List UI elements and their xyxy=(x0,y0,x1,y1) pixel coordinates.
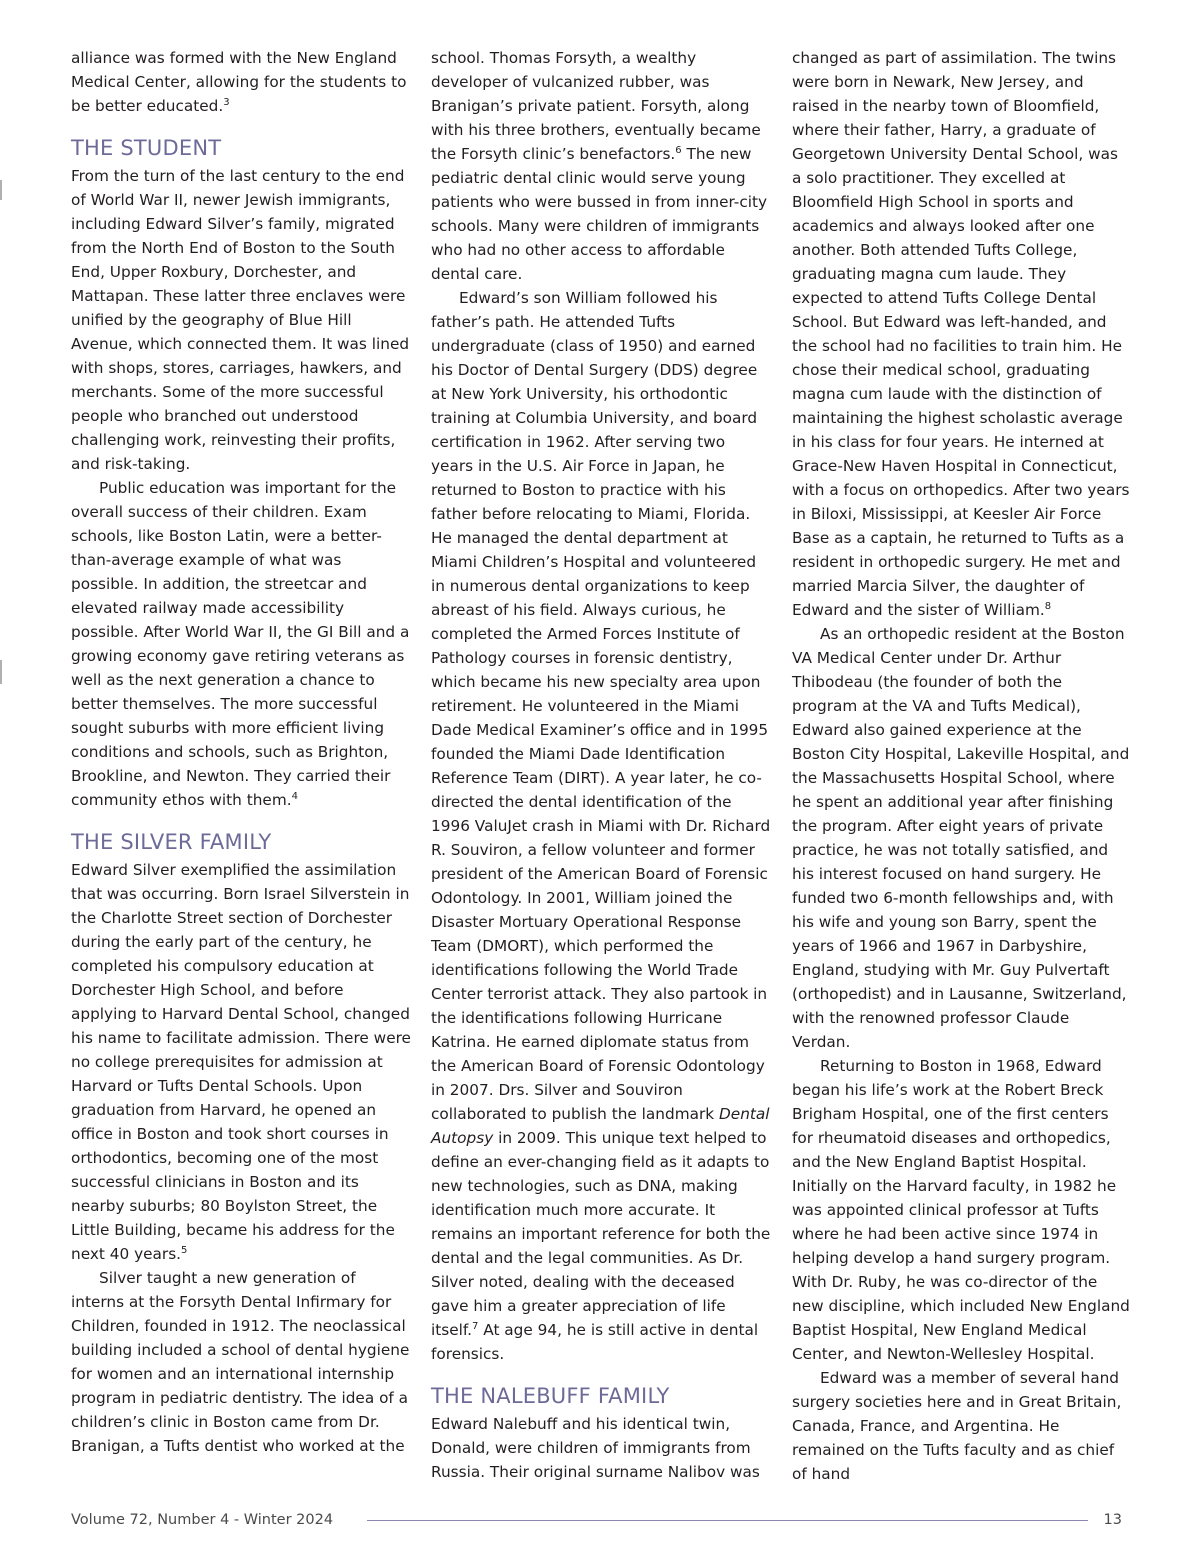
paragraph-text: Edward’s son William followed his father’s path. He attended Tufts undergraduate (class of 1950) and earned his Doctor of Dental Surgery (DDS) degree at New York University, his orthodontic training at Columbia University, and board certification in 1962. After serving two years in the U.S. Air Force in Japan, he returned to Boston to practice with his father before relocating to Miami, Florida. He managed the dental department at Miami Children’s Hospital and volunteered in numerous dental organizations to keep abreast of his field. Always curious, he completed the Armed Forces Institute of Pathology courses in forensic dentistry, which became his new specialty area upon retirement. He volunteered in the Miami Dade Medical Examiner’s office and in 1995 founded the Miami Dade Identification Reference Team (DIRT). A year later, he co-directed the dental identification of the 1996 ValuJet crash in Miami with Dr. Richard R. Souviron, a fellow volunteer and former president of the American Board of Forensic Odontology. In 2001, William joined the Disaster Mortuary Operational Response Team (DMORT), which performed the identifications following the World Trade Center terrorist attack. They also partook in the identifications following Hurricane Katrina. He earned diplomate status from the American Board of Forensic Odontology in 2007. Drs. Silver and Souviron collaborated to publish the landmark xyxy=(431,289,771,1123)
column-3 xyxy=(792,46,1132,1486)
paragraph-text: alliance was formed with the New England Medical Center, allowing for the students to be better educated. xyxy=(71,49,407,115)
paragraph: From the turn of the last century to the end of World War II, newer Jewish immigrants, including Edward Silver’s family, migrated from the North End of Boston to the South End, Upper Roxbury, Dorchester, and Mattapan. These latter three enclaves were unified by the geography of Blue Hill Avenue, which connected them. It was lined with shops, stores, carriages, hawkers, and merchants. Some of the more successful people who branched out understood challenging work, reinvesting their profits, and risk-taking. xyxy=(71,167,410,473)
paragraph xyxy=(792,46,1132,622)
section-heading-student: THE STUDENT xyxy=(71,136,222,160)
paragraph xyxy=(431,46,771,286)
page-number: 13 xyxy=(1103,1512,1122,1528)
paragraph xyxy=(71,476,411,812)
section-heading-silver-family: THE SILVER FAMILY xyxy=(71,830,272,854)
paragraph-text: school. Thomas Forsyth, a wealthy developer of vulcanized rubber, was Branigan’s private patient. Forsyth, along with his three brothers, eventually became the Forsyth clinic’s benefactors. xyxy=(431,49,761,163)
column-1 xyxy=(71,46,411,1458)
section-heading-nalebuff-family: THE NALEBUFF FAMILY xyxy=(431,1384,670,1408)
footer-rule xyxy=(367,1520,1087,1521)
paragraph xyxy=(71,46,411,118)
footnote-ref: 3 xyxy=(223,97,230,108)
paragraph-text: The new pediatric dental clinic would serve young patients who were bussed in from inner-city schools. Many were children of immigrants who had no other access to affordable dental care. xyxy=(431,145,768,283)
paragraph-text: in 2009. This unique text helped to define an ever-changing field as it adapts to new technologies, such as DNA, making identification much more accurate. It remains an important reference for both the dental and the legal communities. As Dr. Silver noted, dealing with the deceased gave him a greater appreciation of life itself. xyxy=(431,1129,771,1339)
paragraph xyxy=(71,858,411,1266)
footnote-ref: 5 xyxy=(181,1245,188,1256)
footnote-ref: 4 xyxy=(291,791,298,802)
footnote-ref: 7 xyxy=(472,1321,479,1332)
paragraph-text: Edward Silver exemplified the assimilation that was occurring. Born Israel Silverstein in the Charlotte Street section of Dorchester during the early part of the century, he completed his compulsory education at Dorchester High School, and before applying to Harvard Dental School, changed his name to facilitate admission. There were no college prerequisites for admission at Harvard or Tufts Dental Schools. Upon graduation from Harvard, he opened an office in Boston and took short courses in orthodontics, becoming one of the most successful clinicians in Boston and its nearby suburbs; 80 Boylston Street, the Little Building, became his address for the next 40 years. xyxy=(71,861,411,1263)
page-footer xyxy=(71,1508,1122,1532)
scan-edge-mark xyxy=(0,180,2,200)
issue-label: Volume 72, Number 4 - Winter 2024 xyxy=(71,1512,334,1528)
paragraph-text: changed as part of assimilation. The twins were born in Newark, New Jersey, and raised in the nearby town of Bloomfield, where their father, Harry, a graduate of Georgetown University Dental School, was a solo practitioner. They excelled at Bloomfield High School in sports and academics and always looked after one another. Both attended Tufts College, graduating magna cum laude. They expected to attend Tufts College Dental School. But Edward was left-handed, and the school had no facilities to train him. He chose their medical school, graduating magna cum laude with the distinction of maintaining the highest scholastic average in his class for four years. He interned at Grace-New Haven Hospital in Connecticut, with a focus on orthopedics. After two years in Biloxi, Mississippi, at Keesler Air Force Base as a captain, he returned to Tufts as a resident in orthopedic surgery. He met and married Marcia Silver, the daughter of Edward and the sister of William. xyxy=(792,49,1130,619)
paragraph: Edward Nalebuff and his identical twin, Donald, were children of immigrants from Russia. Their original surname Nalibov was xyxy=(431,1415,760,1481)
footnote-ref: 6 xyxy=(675,145,682,156)
paragraph-text: Public education was important for the overall success of their children. Exam schools, like Boston Latin, were a better-than-average example of what was possible. In addition, the streetcar and elevated railway made accessibility possible. After World War II, the GI Bill and a growing economy gave retiring veterans as well as the next generation a chance to better themselves. The more successful sought suburbs with more efficient living conditions and schools, such as Brighton, Brookline, and Newton. They carried their community ethos with them. xyxy=(71,479,410,809)
column-2 xyxy=(431,46,771,1484)
paragraph: Edward was a member of several hand surgery societies here and in Great Britain, Canada, France, and Argentina. He remained on the Tufts faculty and as chief of hand xyxy=(792,1369,1122,1483)
scan-edge-mark xyxy=(0,660,2,684)
paragraph: Silver taught a new generation of interns at the Forsyth Dental Infirmary for Children, founded in 1912. The neoclassical building included a school of dental hygiene for women and an international internship program in pediatric dentistry. The idea of a children’s clinic in Boston came from Dr. Branigan, a Tufts dentist who worked at the xyxy=(71,1269,410,1455)
paragraph xyxy=(431,286,771,1366)
paragraph-text: At age 94, he is still active in dental forensics. xyxy=(431,1321,759,1363)
paragraph: As an orthopedic resident at the Boston VA Medical Center under Dr. Arthur Thibodeau (the founder of both the program at the VA and Tufts Medical), Edward also gained experience at the Boston City Hospital, Lakeville Hospital, and the Massachusetts Hospital School, where he spent an additional year after finishing the program. After eight years of private practice, he was not totally satisfied, and his interest focused on hand surgery. He funded two 6-month fellowships and, with his wife and young son Barry, spent the years of 1966 and 1967 in Darbyshire, England, studying with Mr. Guy Pulvertaft (orthopedist) and in Lausanne, Switzerland, with the renowned professor Claude Verdan. xyxy=(792,625,1130,1051)
footnote-ref: 8 xyxy=(1044,601,1052,612)
book-title: Dental Autopsy xyxy=(431,1105,770,1147)
paragraph: Returning to Boston in 1968, Edward began his life’s work at the Robert Breck Brigham Hospital, one of the first centers for rheumatoid diseases and orthopedics, and the New England Baptist Hospital. Initially on the Harvard faculty, in 1982 he was appointed clinical professor at Tufts where he had been active since 1974 in helping develop a hand surgery program. With Dr. Ruby, he was co-director of the new discipline, which included New England Baptist Hospital, New England Medical Center, and Newton-Wellesley Hospital. xyxy=(792,1057,1130,1363)
